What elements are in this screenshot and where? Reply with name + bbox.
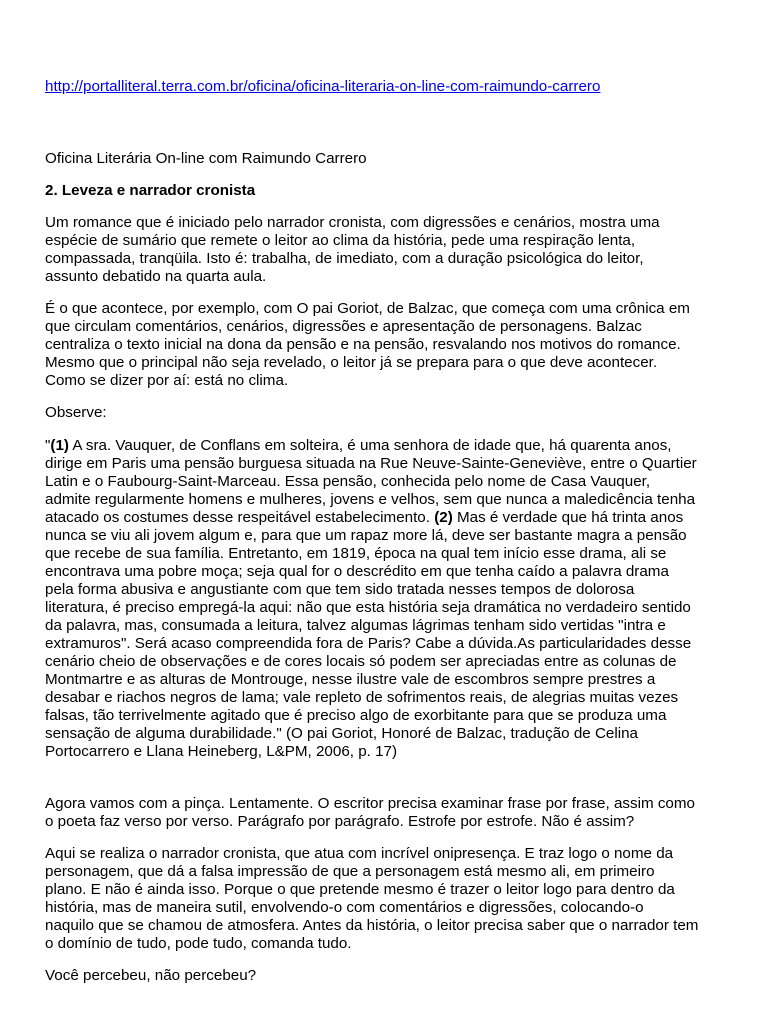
text-line	[45, 437, 735, 455]
quote-marker-1: (1)	[50, 437, 69, 454]
text-line: personagem, que dá a falsa impressão de que a personagem está mesmo ali, em primeiro	[45, 863, 655, 880]
text-line	[45, 509, 735, 527]
text-line: extramuros". Será acaso compreendida fora de Paris? Cabe a dúvida.As particularidades desse	[45, 635, 692, 652]
text-line: nunca se viu ali jovem algum e, para que um rapaz more lá, deve ser bastante magra a pensão	[45, 527, 687, 544]
text-line: admite regularmente homens e mulheres, jovens e velhos, sem que nunca a maledicência tenha	[45, 491, 696, 508]
text-line: história, mas de maneira sutil, envolvendo-o com comentários e digressões, colocando-o	[45, 899, 644, 916]
text-line: encontrava uma pobre moça; seja qual for o descrédito em que tenha caído a palavra drama	[45, 563, 669, 580]
observe-label: Observe:	[45, 404, 107, 421]
quote-text: atacado os costumes desse respeitável estabelecimento.	[45, 509, 435, 526]
paragraph-pinca	[45, 795, 735, 831]
text-line: desabar e riachos negros de lama; vale repleto de sofrimentos reais, de alegrias muitas vezes	[45, 689, 679, 706]
article-title: Oficina Literária On-line com Raimundo Carrero	[45, 150, 367, 167]
text-line: Latin e o Faubourg-Saint-Marceau. Essa pensão, conhecida pelo nome de Casa Vauquer,	[45, 473, 651, 490]
text-line: o poeta faz verso por verso. Parágrafo por parágrafo. Estrofe por estrofe. Não é assim?	[45, 813, 635, 830]
text-line: Montmartre e as alturas de Montrouge, nesse ilustre vale de escombros sempre prestres a	[45, 671, 656, 688]
text-line: cenário cheio de observações e de cores locais só podem ser apreciadas entre as colunas de	[45, 653, 677, 670]
section-heading: 2. Leveza e narrador cronista	[45, 182, 256, 199]
text-line: Um romance que é iniciado pelo narrador cronista, com digressões e cenários, mostra uma	[45, 214, 660, 231]
paragraph-narrador	[45, 845, 735, 953]
quote-text: Mas é verdade que há trinta anos	[452, 509, 684, 526]
text-line: o domínio de tudo, pode tudo, comanda tudo.	[45, 935, 352, 952]
text-line: assunto debatido na quarta aula.	[45, 268, 267, 285]
text-line: que recebe de sua família. Entretanto, em 1819, época na qual tem início esse drama, ali se	[45, 545, 667, 562]
paragraph-balzac	[45, 300, 735, 390]
text-line: É o que acontece, por exemplo, com O pai Goriot, de Balzac, que começa com uma crônica em	[45, 300, 690, 317]
paragraph-question: Você percebeu, não percebeu?	[45, 967, 257, 984]
paragraph-intro	[45, 214, 735, 286]
text-line: literatura, é preciso empregá-la aqui: não que esta história seja dramática no verdadeiro sentido	[45, 599, 691, 616]
text-line: plano. E não é ainda isso. Porque o que pretende mesmo é trazer o leitor logo para dentro da	[45, 881, 675, 898]
text-line: falsas, tão terrivelmente agitado que é preciso algo de exorbitante para que se produza uma	[45, 707, 667, 724]
balzac-quote	[45, 437, 735, 761]
text-line: naquilo que se chamou de atmosfera. Antes da história, o leitor precisa saber que o narrador tem	[45, 917, 699, 934]
document-body	[45, 78, 735, 985]
quote-open: "	[45, 437, 51, 454]
text-line: dirige em Paris uma pensão burguesa situada na Rue Neuve-Sainte-Geneviève, entre o Quartier	[45, 455, 697, 472]
text-line: centraliza o texto inicial na dona da pensão e na pensão, resvalando nos motivos do romance.	[45, 336, 681, 353]
text-line: Agora vamos com a pinça. Lentamente. O escritor precisa examinar frase por frase, assim como	[45, 795, 695, 812]
text-line: Portocarrero e Llana Heineberg, L&PM, 2006, p. 17)	[45, 743, 398, 760]
text-line: pela forma abusiva e angustiante com que tem sido tratada nesses tempos de dolorosa	[45, 581, 635, 598]
text-line: Mesmo que o principal não seja revelado, o leitor já se prepara para o que deve acontecer.	[45, 354, 658, 371]
quote-marker-2: (2)	[434, 509, 453, 526]
text-line: sensação de alguma durabilidade." (O pai Goriot, Honoré de Balzac, tradução de Celina	[45, 725, 638, 742]
text-line: Como se dizer por aí: está no clima.	[45, 372, 289, 389]
quote-text: A sra. Vauquer, de Conflans em solteira, é uma senhora de idade que, há quarenta anos,	[68, 437, 672, 454]
text-line: compassada, tranqüila. Isto é: trabalha, de imediato, com a duração psicológica do leitor,	[45, 250, 644, 267]
text-line: espécie de sumário que remete o leitor ao clima da história, pede uma respiração lenta,	[45, 232, 636, 249]
text-line: da palavra, mas, consumada a leitura, talvez algumas lágrimas tenham sido vertidas "intra e	[45, 617, 666, 634]
source-link[interactable]: http://portalliteral.terra.com.br/oficina/oficina-literaria-on-line-com-raimundo-carrero	[45, 78, 601, 95]
text-line: Aqui se realiza o narrador cronista, que atua com incrível onipresença. E traz logo o nome da	[45, 845, 674, 862]
text-line: que circulam comentários, cenários, digressões e apresentação de personagens. Balzac	[45, 318, 642, 335]
